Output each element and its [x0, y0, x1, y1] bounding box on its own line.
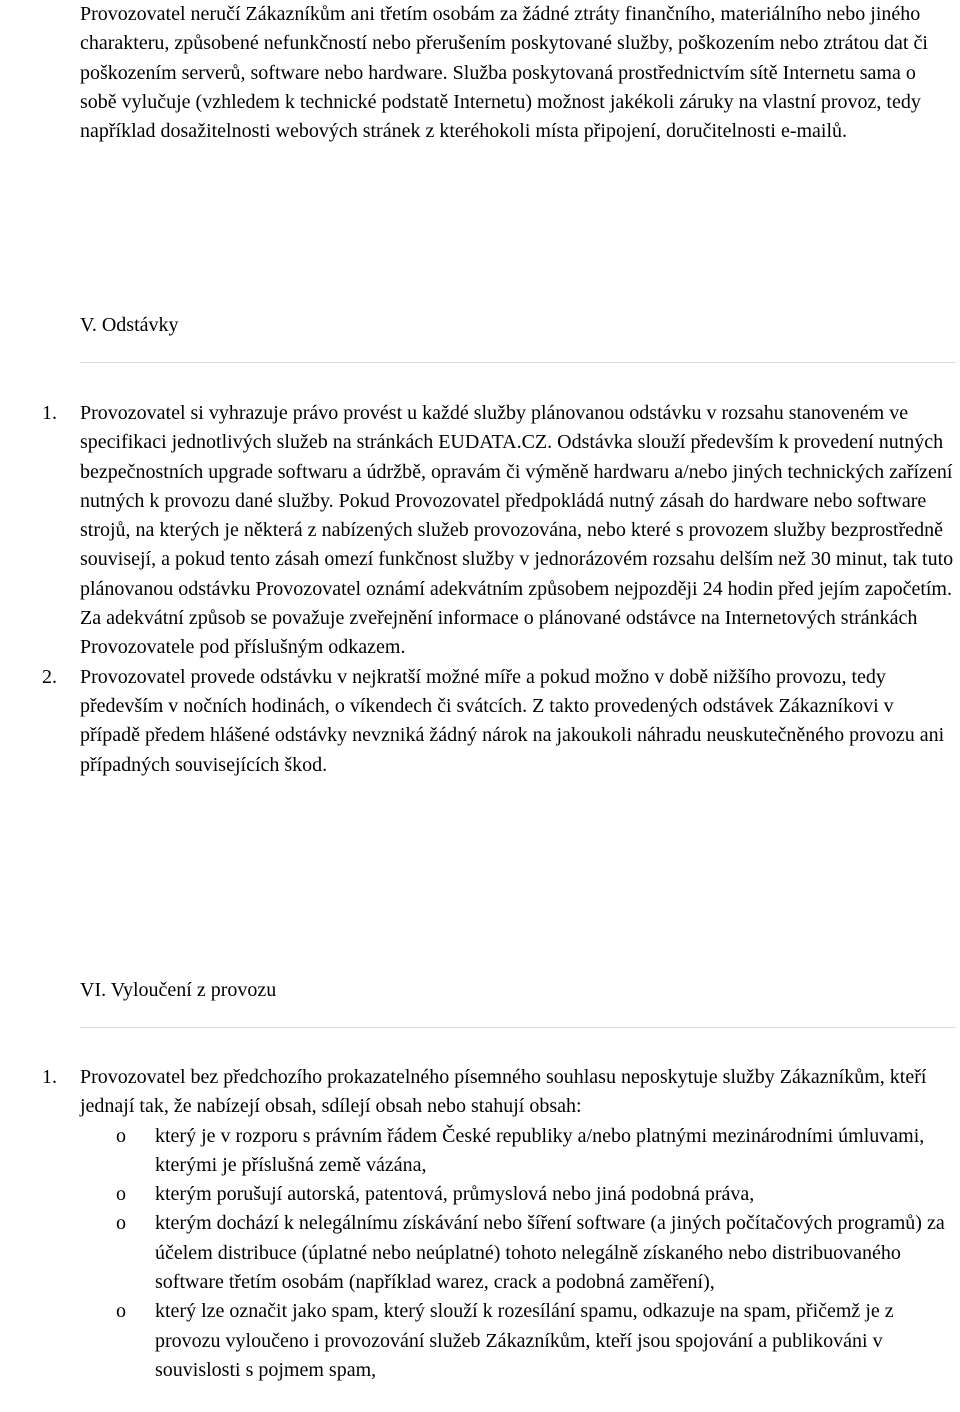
- bullet-marker: o: [116, 1300, 126, 1323]
- item-text: Provozovatel bez předchozího prokazatelného písemného souhlasu neposkytuje služby Zákazníkům, kteří jednají tak, že nabízejí obsah, sdílejí obsah nebo stahují obsah:: [80, 1066, 927, 1118]
- section-heading-vylouceni: VI. Vyloučení z provozu: [80, 979, 277, 1001]
- section-odstavky-list: [0, 399, 956, 780]
- bullet-text: který lze označit jako spam, který slouží k rozesílání spamu, odkazuje na spam, přičemž je z provozu vyloučeno i provozování služeb Zákazníkům, kteří jsou spojování a publikováni v souvislosti s pojmem spam,: [155, 1300, 894, 1381]
- intro-paragraph: Provozovatel neručí Zákazníkům ani třetím osobám za žádné ztráty finančního, materiálního nebo jiného charakteru, způsobené nefunkčností nebo přerušením poskytované služby, poškozením nebo ztrátou dat či poškozením serverů, software nebo hardware. Služba poskytovaná prostřednictvím sítě Internetu sama o sobě vylučuje (vzhledem k technické podstatě Internetu) možnost jakékoli záruky na vlastní provoz, tedy například dosažitelnosti webových stránek z kteréhokoli místa připojení, doručitelnosti e-mailů.: [80, 3, 928, 143]
- item-text: Provozovatel provede odstávku v nejkratší možné míře a pokud možno v době nižšího provozu, tedy především v nočních hodinách, o víkendech či svátcích. Z takto provedených odstávek Zákazníkovi v případě předem hlášené odstávky nevzniká žádný nárok na jakoukoli náhradu neuskutečněného provozu ani případných souvisejících škod.: [80, 665, 945, 776]
- section-divider: [80, 362, 956, 363]
- bullet-item: [80, 1297, 956, 1385]
- bullet-text: kterým dochází k nelegálnímu získávání nebo šíření software (a jiných počítačových programů) za účelem distribuce (úplatné nebo neúplatné) tohoto nelegálně získaného nebo distribuovaného software třetím osobám (například warez, crack a podobná zaměření),: [155, 1212, 945, 1294]
- section-divider: [80, 1027, 956, 1028]
- item-number: 1.: [42, 1066, 57, 1088]
- section-vylouceni-list: [0, 1063, 956, 1385]
- list-item: [0, 663, 956, 780]
- bullet-text: který je v rozporu s právním řádem České republiky a/nebo platnými mezinárodními úmluvami, kterými je příslušná země vázána,: [155, 1124, 925, 1176]
- bullet-marker: o: [116, 1124, 126, 1147]
- bullet-item: [80, 1180, 956, 1209]
- item-number: 2.: [42, 665, 57, 688]
- list-item: [0, 399, 956, 663]
- bullet-marker: o: [116, 1212, 126, 1235]
- section-heading-odstavky: V. Odstávky: [80, 314, 179, 336]
- bullet-marker: o: [116, 1183, 126, 1206]
- list-item: [0, 1063, 956, 1385]
- item-number: 1.: [42, 402, 57, 424]
- bullet-item: [80, 1209, 956, 1297]
- bullet-item: [80, 1122, 956, 1181]
- item-text: Provozovatel si vyhrazuje právo provést u každé služby plánovanou odstávku v rozsahu stanoveném ve specifikaci jednotlivých služeb na stránkách EUDATA.CZ. Odstávka slouží především k provedení nutných bezpečnostních upgrade softwaru a údržbě, opravám či výměně hardwaru a/nebo jiných technických zařízení nutných k provozu dané služby. Pokud Provozovatel předpokládá nutný zásah do hardware nebo software strojů, na kterých je některá z nabízených služeb provozována, nebo které s provozem služby bezprostředně souvisejí, a pokud tento zásah omezí funkčnost služby v jednorázovém rozsahu delším než 30 minut, tak tuto plánovanou odstávku Provozovatel oznámí adekvátním způsobem nejpozději 24 hodin před jejím započetím. Za adekvátní způsob se považuje zveřejnění informace o plánované odstávce na Internetových stránkách Provozovatele pod příslušným odkazem.: [80, 402, 954, 659]
- bullet-text: kterým porušují autorská, patentová, průmyslová nebo jiná podobná práva,: [155, 1183, 755, 1206]
- bullet-list: [80, 1122, 956, 1386]
